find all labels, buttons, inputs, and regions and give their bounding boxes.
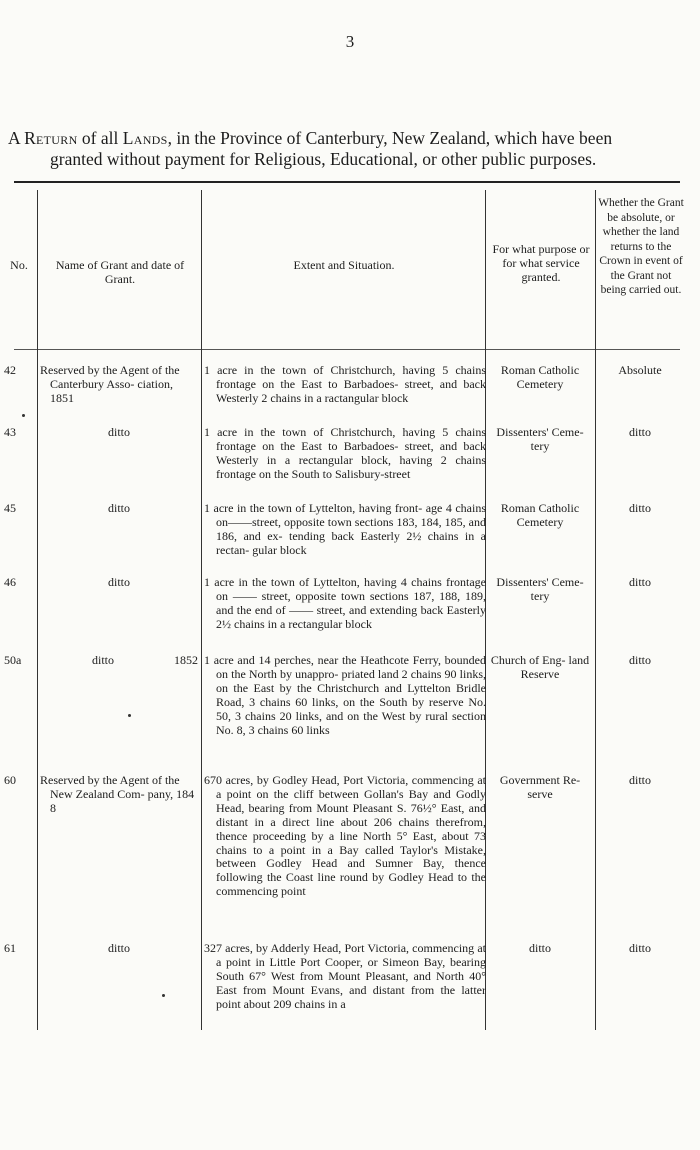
- ink-speck: [162, 994, 165, 997]
- row-45-extent: 1 acre in the town of Lyttelton, having front- age 4 chains on——street, opposite town sections 183, 184, 185, and 186, and ex- tending back Easterly 2½ chains in a rectan- gular block: [204, 501, 486, 557]
- row-46-no: 46: [4, 575, 16, 589]
- column-divider: [201, 190, 202, 1030]
- ink-speck: [128, 714, 131, 717]
- row-43-purpose: Dissenters' Ceme- tery: [496, 425, 584, 453]
- row-43-whether: ditto: [628, 425, 651, 439]
- page-number: 3: [345, 32, 355, 51]
- header-no: No.: [10, 258, 28, 272]
- row-42-no: 42: [4, 363, 16, 377]
- row-50a-whether: ditto: [628, 653, 651, 667]
- row-50a-no: 50a: [4, 653, 22, 667]
- row-60-name: Reserved by the Agent of the New Zealand Com- pany, 184 8: [40, 773, 195, 815]
- row-60-no: 60: [4, 773, 16, 787]
- ink-speck: [22, 414, 25, 417]
- row-61-no: 61: [4, 941, 16, 955]
- row-42-extent: 1 acre in the town of Christchurch, having 5 chains frontage on the East to Barbadoes- street, and back Westerly 2 chains in a ractangular block: [204, 363, 486, 405]
- row-42-name: Reserved by the Agent of the Canterbury Asso- ciation, 1851: [40, 363, 180, 405]
- row-45-name: ditto: [107, 501, 130, 515]
- top-rule: [14, 181, 680, 183]
- header-purpose: For what purpose or for what service granted.: [492, 242, 590, 284]
- row-60-extent: 670 acres, by Godley Head, Port Victoria, commencing at a point on the cliff between Gollan's Bay and Godly Head, bearing from Mount Pleasant S. 76½° East, and distant in a direct line about 206 chains therefrom, thence proceeding by a line North 5° East, about 73 chains to a point in a Bay called Taylor's Mistake, between Godley Head and Sumner Bay, thence following the Coast line round by Godley Head to the commencing point: [204, 773, 486, 899]
- row-45-purpose: Roman Catholic Cemetery: [500, 501, 580, 529]
- row-61-whether: ditto: [628, 941, 651, 955]
- row-43-name: ditto: [107, 425, 130, 439]
- row-46-name: ditto: [107, 575, 130, 589]
- row-61-extent: 327 acres, by Adderly Head, Port Victoria, commencing at a point in Little Port Cooper, or Simeon Bay, bearing South 67° West from Mount Pleasant, and North 40° East from Mount Evans, and distant from the latter point about 209 chains in a: [204, 941, 486, 1011]
- row-43-extent: 1 acre in the town of Christchurch, having 5 chains frontage on the East to Barbadoes- street, and back Westerly in a rectangular block, having 2 chains frontage on the South to Salisbury-street: [204, 425, 486, 481]
- row-50a-year: 1852: [174, 653, 198, 667]
- row-60-purpose: Government Re- serve: [499, 773, 581, 801]
- header-name: Name of Grant and date of Grant.: [55, 258, 185, 286]
- row-43-no: 43: [4, 425, 16, 439]
- row-60-whether: ditto: [628, 773, 651, 787]
- row-50a-extent: 1 acre and 14 perches, near the Heathcote Ferry, bounded on the North by unappro- priated land 2 chains 90 links, on the East by the Christchurch and Lyttelton Bridle Road, 3 chains 60 links, on the South by reserve No. 50, 3 chains 20 links, and on the West by rural section No. 8, 3 chains 60 links: [204, 653, 486, 737]
- row-61-name: ditto: [107, 941, 130, 955]
- title-line-1: A Return of all Lands, in the Province of Canterbury, New Zealand, which have been: [8, 128, 613, 148]
- row-50a-name: ditto: [92, 653, 115, 667]
- row-45-no: 45: [4, 501, 16, 515]
- row-45-whether: ditto: [628, 501, 651, 515]
- document-title: [8, 128, 692, 170]
- row-42-whether: Absolute: [618, 363, 662, 377]
- header-whether: Whether the Grant be absolute, or whether the land returns to the Crown in event of the Grant not being carried out.: [598, 197, 684, 296]
- column-divider: [37, 190, 38, 1030]
- row-61-purpose: ditto: [528, 941, 551, 955]
- row-42-purpose: Roman Catholic Cemetery: [500, 363, 580, 391]
- column-divider: [595, 190, 596, 1030]
- header-rule: [14, 349, 680, 350]
- header-extent: Extent and Situation.: [293, 258, 395, 272]
- row-46-purpose: Dissenters' Ceme- tery: [496, 575, 584, 603]
- title-line-2: granted without payment for Religious, Educational, or other public purposes.: [50, 149, 597, 169]
- row-50a-purpose: Church of Eng- land Reserve: [490, 653, 590, 681]
- row-46-extent: 1 acre in the town of Lyttelton, having 4 chains frontage on —— street, opposite town sections 187, 188, 189, and the end of —— street, and extending back Easterly 2½ chains in a rectangular block: [204, 575, 486, 631]
- row-46-whether: ditto: [628, 575, 651, 589]
